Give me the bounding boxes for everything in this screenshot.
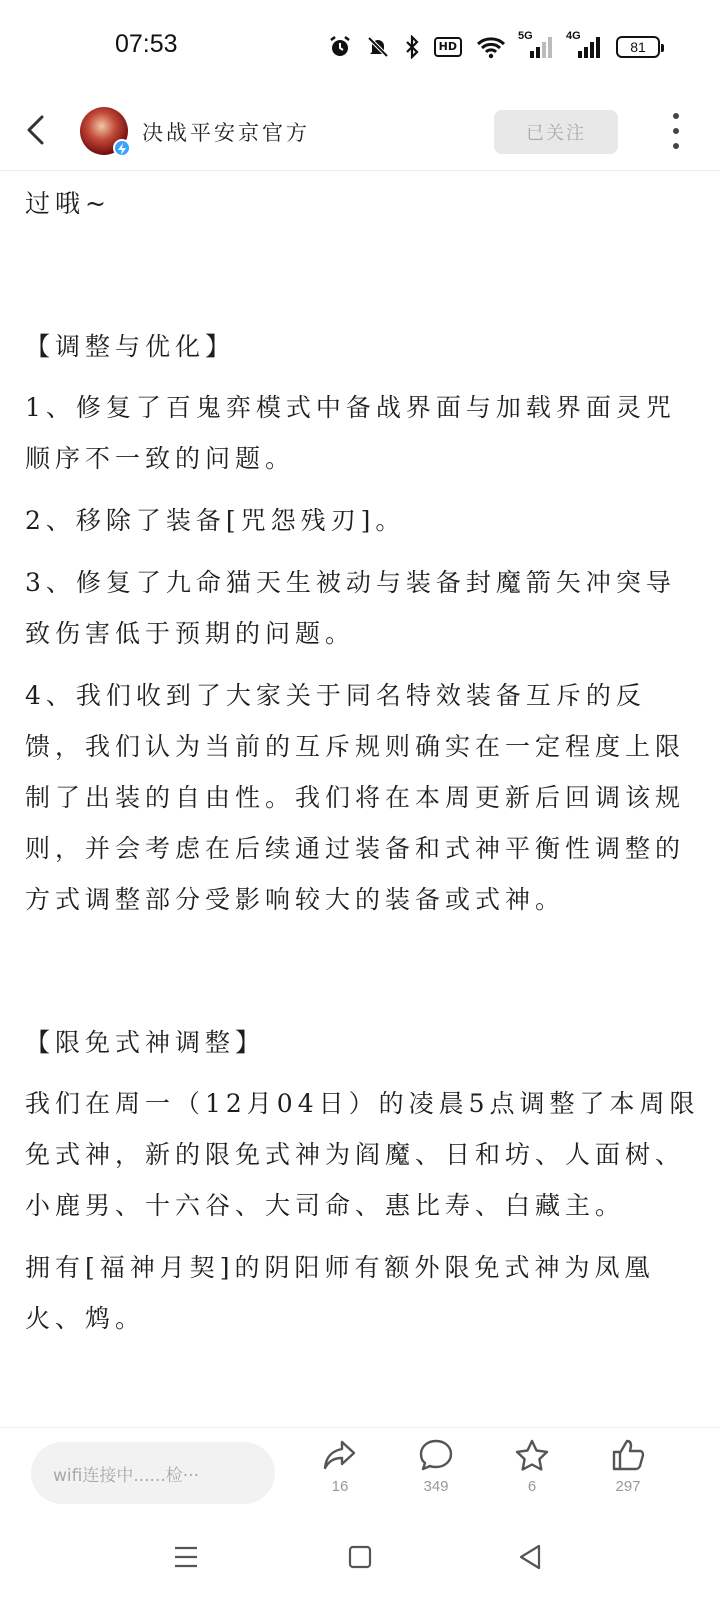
more-vertical-icon[interactable] bbox=[670, 113, 682, 149]
article-content bbox=[0, 172, 720, 1427]
follow-button[interactable]: 已关注 bbox=[494, 110, 618, 154]
like-count: 297 bbox=[615, 1478, 641, 1495]
list-item: 4、我们收到了大家关于同名特效装备互斥的反馈，我们认为当前的互斥规则确实在一定程度上限制了出装的自由性。我们将在本周更新后回调该规则，并会考虑在后续通过装备和式神平衡性调整的方式调整部分受影响较大的装备或式神。 bbox=[25, 681, 686, 914]
avatar[interactable] bbox=[80, 107, 128, 155]
comment-input[interactable]: wifi连接中......检··· bbox=[31, 1442, 275, 1504]
app-header bbox=[0, 95, 720, 171]
paragraph: 拥有[福神月契]的阴阳师有额外限免式神为凤凰火、鸩。 bbox=[25, 1253, 655, 1333]
alarm-icon bbox=[328, 35, 352, 59]
battery-icon: 81 bbox=[616, 36, 660, 58]
status-time: 07:53 bbox=[115, 30, 178, 58]
like-button[interactable] bbox=[598, 1438, 658, 1495]
signal-5g-icon: 5G bbox=[520, 34, 554, 60]
status-bar bbox=[0, 0, 720, 95]
list-item: 2、移除了装备[咒怨残刃]。 bbox=[25, 506, 406, 535]
signal-4g-icon: 4G bbox=[568, 34, 602, 60]
section-title-free-shikigami: 【限免式神调整】 bbox=[25, 1028, 266, 1057]
back-arrow-icon[interactable] bbox=[22, 113, 52, 147]
home-square-icon[interactable] bbox=[342, 1539, 378, 1575]
section-title-adjustments: 【调整与优化】 bbox=[25, 332, 236, 361]
intro-tail: 过哦~ bbox=[25, 189, 111, 218]
list-item: 3、修复了九命猫天生被动与装备封魔箭矢冲突导致伤害低于预期的问题。 bbox=[25, 568, 676, 648]
wifi-icon bbox=[476, 35, 506, 59]
account-name[interactable]: 决战平安京官方 bbox=[142, 121, 310, 145]
back-triangle-icon[interactable] bbox=[512, 1539, 548, 1575]
status-icons bbox=[328, 32, 660, 62]
paragraph: 我们在周一（12月04日）的凌晨5点调整了本周限免式神，新的限免式神为阎魔、日和坊、人面树、小鹿男、十六谷、大司命、惠比寿、白藏主。 bbox=[25, 1089, 700, 1220]
hd-voice-icon: HD bbox=[434, 37, 462, 57]
favorite-button[interactable] bbox=[502, 1438, 562, 1495]
article-body bbox=[25, 178, 700, 1355]
menu-icon[interactable] bbox=[168, 1539, 204, 1575]
comment-icon bbox=[418, 1438, 454, 1472]
comment-count: 349 bbox=[423, 1478, 449, 1495]
system-nav-bar bbox=[0, 1513, 720, 1600]
share-icon bbox=[322, 1438, 358, 1472]
thumbs-up-icon bbox=[610, 1438, 646, 1472]
list-item: 1、修复了百鬼弈模式中备战界面与加载界面灵咒顺序不一致的问题。 bbox=[25, 393, 676, 473]
share-count: 16 bbox=[331, 1478, 349, 1495]
star-icon bbox=[514, 1438, 550, 1472]
mute-icon bbox=[366, 35, 390, 59]
verified-badge-icon bbox=[113, 139, 131, 157]
favorite-count: 6 bbox=[527, 1478, 537, 1495]
comment-button[interactable] bbox=[406, 1438, 466, 1495]
action-bar bbox=[0, 1427, 720, 1513]
bluetooth-icon bbox=[404, 35, 420, 59]
share-button[interactable] bbox=[310, 1438, 370, 1495]
